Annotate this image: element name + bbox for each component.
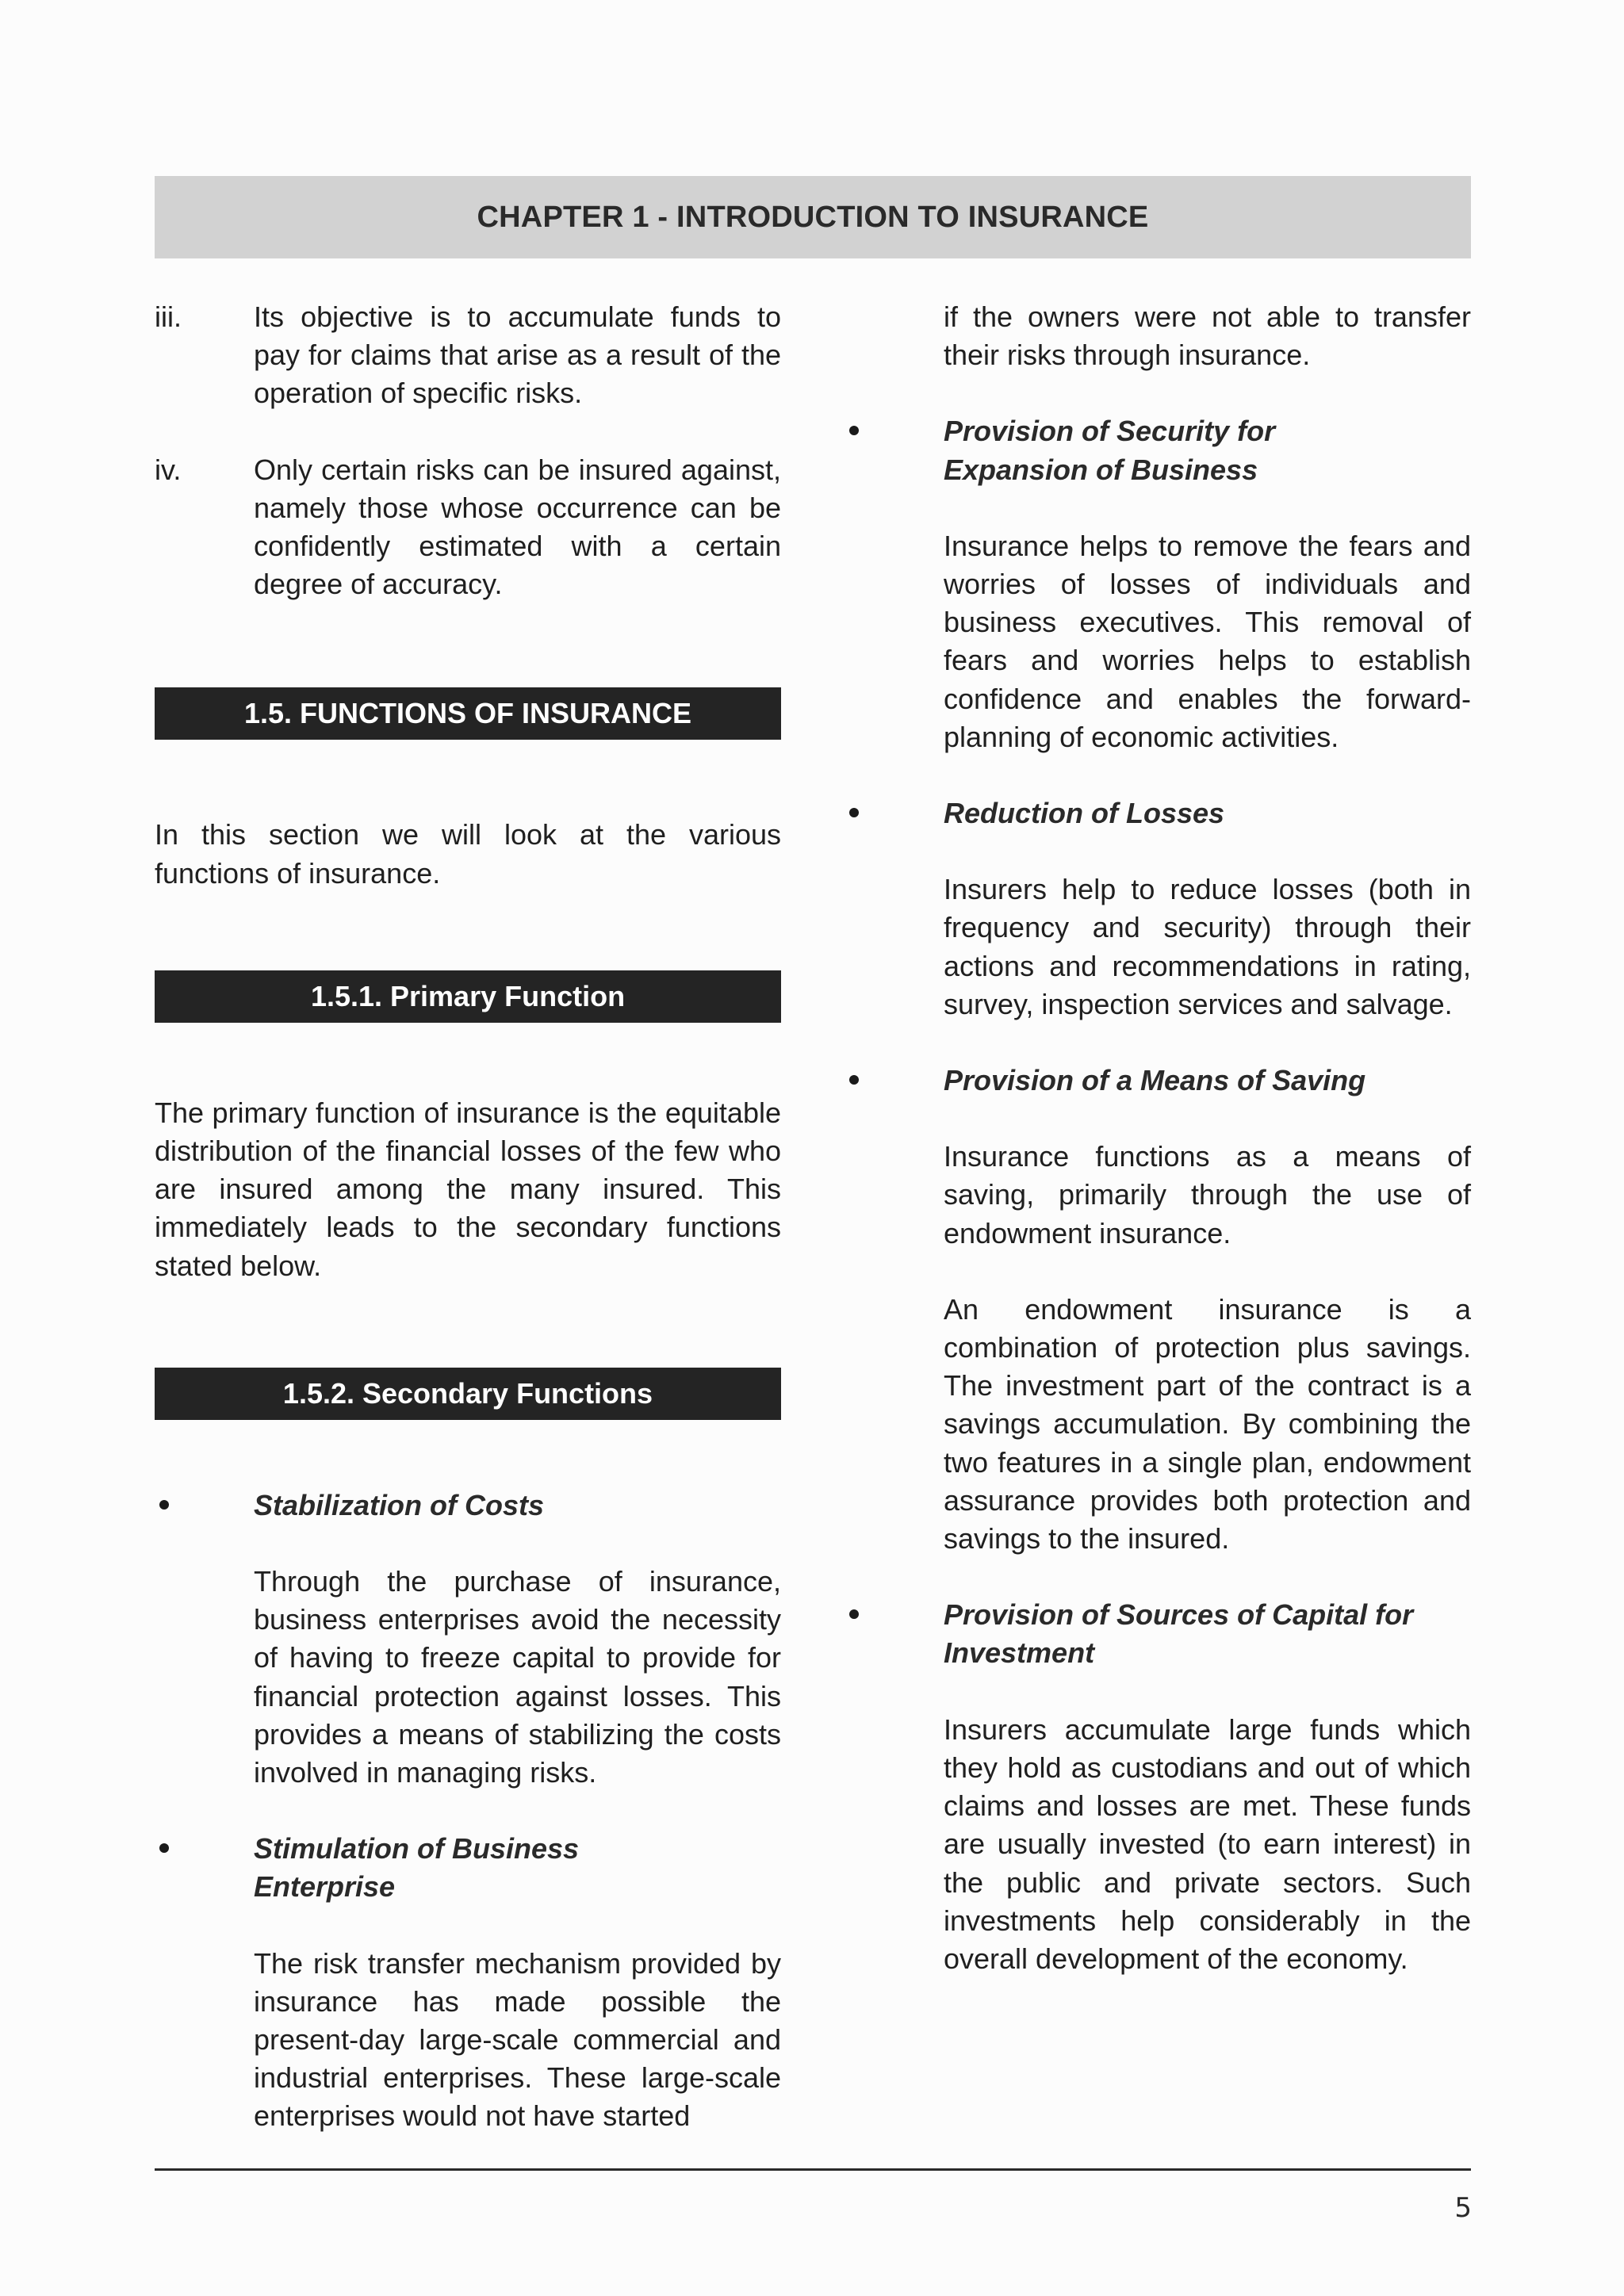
bullet-item [155, 1830, 781, 1906]
bullet-icon [845, 1596, 944, 1634]
bullet-item [845, 794, 1471, 832]
subsection-heading-text: 1.5.2. Secondary Functions [282, 1376, 653, 1410]
page-number: 5 [1454, 2192, 1472, 2224]
bullet-paragraph: Insurance helps to remove the fears and worries of losses of individuals and business executives. This removal of fears and worries helps to establish confidence and enables the forward-planning of economic activities. [944, 529, 1471, 753]
bullet-title: Provision of a Means of Saving [944, 1064, 1366, 1097]
bullet-title: Stabilization of Costs [254, 1488, 545, 1521]
bullet-paragraph: Insurers accumulate large funds which they hold as custodians and out of which claims and losses are met. These funds are usually invested (to earn interest) in the public and private sectors. Such investments help considerably in the overall development of the economy. [944, 1712, 1471, 1975]
subsection-heading-primary [155, 970, 781, 1023]
list-item-text: Only certain risks can be insured against, namely those whose occurrence can be confidently estimated with a certain degree of accuracy. [254, 453, 781, 601]
list-item-text: Its objective is to accumulate funds to pay for claims that arise as a result of the operation of specific risks. [254, 300, 781, 410]
bullet-icon [845, 794, 944, 832]
footer-divider [155, 2168, 1471, 2171]
subsection-heading-secondary [155, 1368, 781, 1420]
bullet-paragraph: Through the purchase of insurance, business enterprises avoid the necessity of having to freeze capital to provide for financial protection against losses. This provides a means of stabilizing the costs involved in managing risks. [254, 1565, 781, 1789]
bullet-paragraph: Insurers help to reduce losses (both in frequency and security) through their actions and recommendations in rating, survey, inspection services and salvage. [944, 873, 1471, 1020]
list-item [155, 298, 781, 413]
bullet-paragraph: Insurance functions as a means of saving, primarily through the use of endowment insurance. [944, 1140, 1471, 1249]
list-item [155, 451, 781, 604]
list-marker: iv. [155, 453, 182, 486]
section-heading-functions [155, 687, 781, 740]
section-intro-paragraph: In this section we will look at the various functions of insurance. [155, 818, 781, 890]
bullet-icon [845, 1062, 944, 1100]
bullet-paragraph: An endowment insurance is a combination of protection plus savings. The investment part of the contract is a savings accumulation. By combining the two features in a single plan, endowment assurance provides both protection and savings to the insured. [944, 1292, 1471, 1556]
bullet-item [845, 1596, 1471, 1672]
right-column [944, 298, 1471, 1978]
bullet-icon [845, 412, 944, 450]
list-marker: iii. [155, 300, 182, 333]
continuation-paragraph: if the owners were not able to transfer their risks through insurance. [944, 300, 1471, 372]
left-column [155, 298, 781, 2136]
primary-function-paragraph: The primary function of insurance is the equitable distribution of the financial losses of the few who are insured among the many insured. This immediately leads to the secondary functions stated below. [155, 1096, 781, 1282]
bullet-item [845, 412, 1471, 488]
bullet-icon [155, 1830, 254, 1868]
chapter-title-banner [155, 176, 1471, 258]
subsection-heading-text: 1.5.1. Primary Function [310, 979, 626, 1012]
bullet-paragraph: The risk transfer mechanism provided by insurance has made possible the present-day large-scale commercial and industrial enterprises. These large-scale enterprises would not have started [254, 1946, 781, 2133]
bullet-icon [155, 1487, 254, 1525]
bullet-title: Provision of Security for Expansion of Business [944, 415, 1276, 486]
bullet-title: Stimulation of Business Enterprise [254, 1832, 580, 1904]
section-heading-text: 1.5. FUNCTIONS OF INSURANCE [243, 697, 692, 730]
bullet-item [155, 1487, 781, 1525]
bullet-title: Provision of Sources of Capital for Investment [944, 1598, 1414, 1670]
bullet-item [845, 1062, 1471, 1100]
bullet-title: Reduction of Losses [944, 797, 1225, 830]
chapter-title: CHAPTER 1 - INTRODUCTION TO INSURANCE [477, 200, 1149, 234]
